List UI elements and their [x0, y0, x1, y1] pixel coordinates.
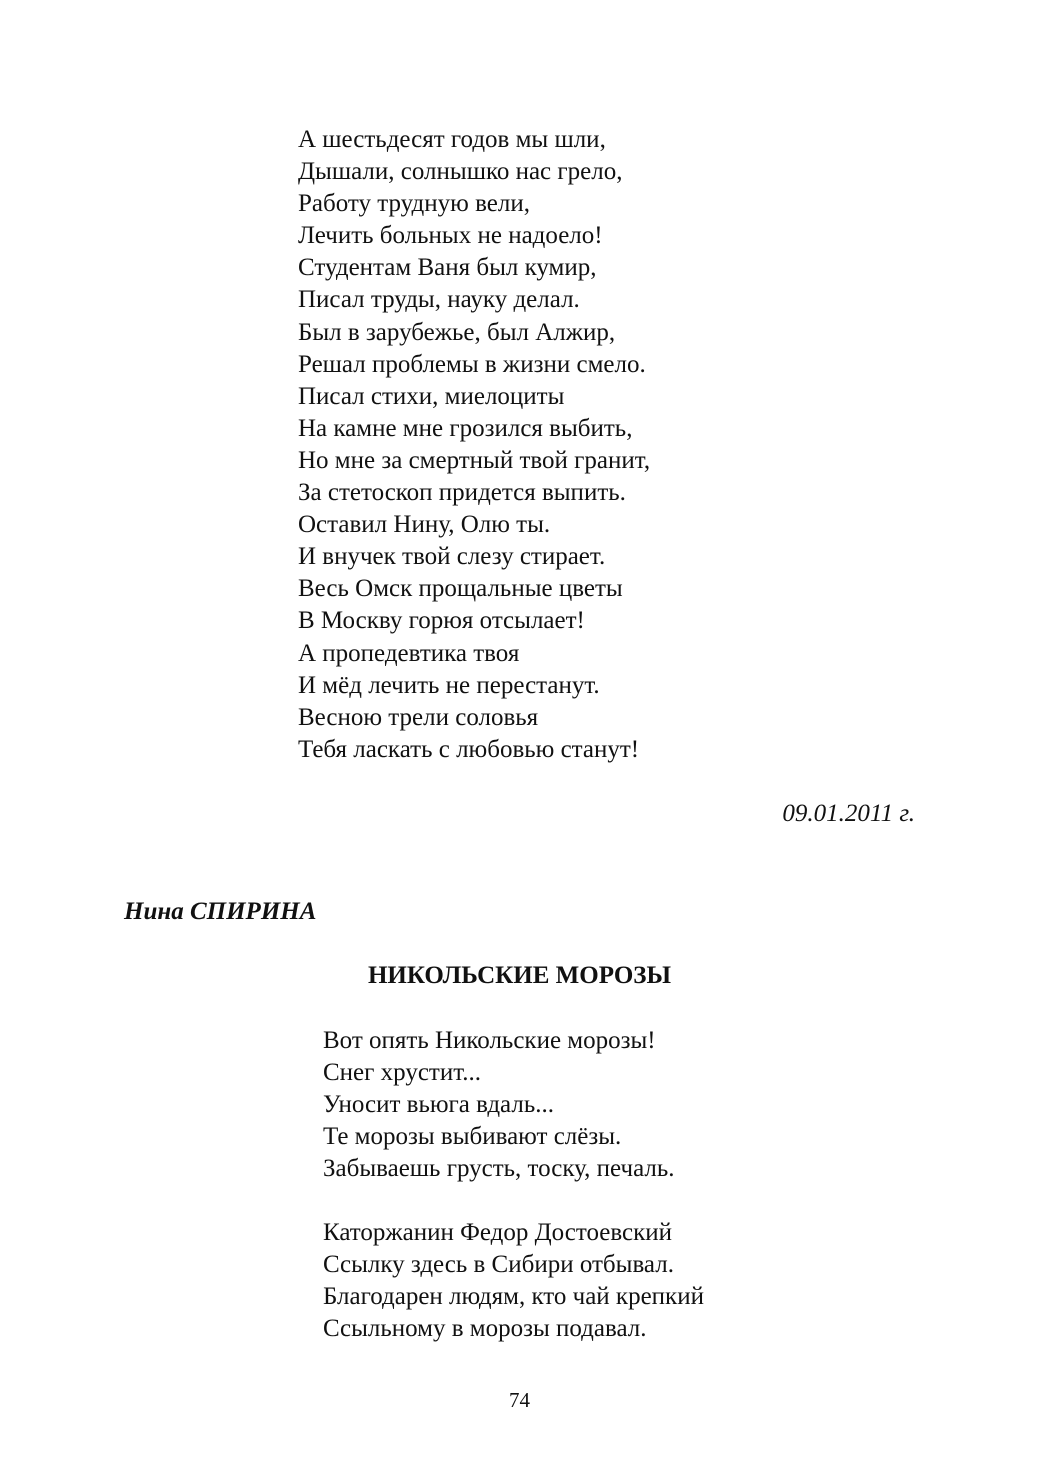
poem-line: За стетоскоп придется выпить. [298, 479, 626, 507]
poem-line: Уносит вьюга вдаль... [323, 1091, 554, 1118]
poem-line: Те морозы выбивают слёзы. [323, 1123, 622, 1150]
poem-line: Благодарен людям, кто чай крепкий [323, 1283, 704, 1310]
poem-line: Забываешь грусть, тоску, печаль. [323, 1155, 675, 1182]
author-name: Нина СПИРИНА [124, 898, 317, 925]
poem-line: Снег хрустит... [323, 1059, 482, 1086]
poem-line: Вот опять Никольские морозы! [323, 1027, 656, 1054]
poem-line: Но мне за смертный твой гранит, [298, 446, 651, 474]
poem-line: И мёд лечить не перестанут. [298, 671, 600, 699]
poem-title: НИКОЛЬСКИЕ МОРОЗЫ [367, 962, 672, 989]
poem-line: Весь Омск прощальные цветы [298, 575, 623, 603]
poem-line: А шестьдесят годов мы шли, [298, 126, 606, 153]
poem-line: Писал стихи, миелоциты [298, 382, 565, 410]
poem-line: А пропедевтика твоя [298, 639, 520, 667]
poem-nikolskie-morozy [323, 1025, 704, 1345]
poem-date: 09.01.2011 г. [782, 800, 915, 827]
page-number: 74 [509, 1388, 530, 1412]
poem-line: Каторжанин Федор Достоевский [323, 1219, 673, 1246]
poem-previous-ending [298, 124, 650, 766]
poem-line: Писал труды, науку делал. [298, 286, 580, 314]
stanza [323, 1217, 704, 1345]
poem-line: В Москву горюя отсылает! [298, 607, 585, 635]
poem-line: На камне мне грозился выбить, [298, 414, 633, 442]
poem-line: Тебя ласкать с любовью станут! [298, 735, 640, 763]
poem-line: Студентам Ваня был кумир, [298, 254, 597, 282]
poem-line: Ссыльному в морозы подавал. [323, 1315, 647, 1342]
poem-line: Работу трудную вели, [298, 190, 530, 218]
poem-line: Оставил Нину, Олю ты. [298, 511, 551, 539]
stanza [323, 1025, 704, 1185]
poem-line: И внучек твой слезу стирает. [298, 543, 606, 571]
poem-line: Лечить больных не надоело! [298, 222, 603, 250]
poem-line: Ссылку здесь в Сибири отбывал. [323, 1251, 674, 1278]
poem-line: Дышали, солнышко нас грело, [298, 158, 623, 186]
poem-line: Был в зарубежье, был Алжир, [298, 318, 616, 346]
poem-line: Решал проблемы в жизни смело. [298, 350, 646, 378]
poem-line: Весною трели соловья [298, 703, 539, 731]
